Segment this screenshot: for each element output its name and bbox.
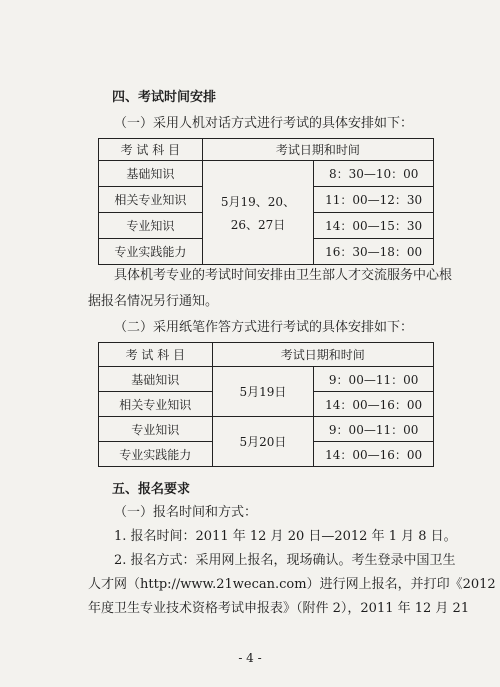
note1-line1: 具体机考专业的考试时间安排由卫生部人才交流服务中心根 <box>114 268 453 283</box>
table1-time: 11：00—12：30 <box>314 187 434 213</box>
table2-time: 14：00—16：00 <box>314 442 434 467</box>
section5-sub1: （一）报名时间和方式： <box>114 505 258 520</box>
table1-subject: 专业实践能力 <box>99 239 203 265</box>
table2-time: 9：00—11：00 <box>314 367 434 392</box>
table1-date-line: 5月19、20、 <box>220 194 296 209</box>
table1-time: 16：30—18：00 <box>314 239 434 265</box>
table2-date: 5月20日 <box>212 417 314 467</box>
page-number: - 4 - <box>238 651 262 665</box>
section4-sub1: （一）采用人机对话方式进行考试的具体安排如下： <box>114 116 414 131</box>
schedule-table-paper <box>98 342 434 467</box>
table1-time: 14：00—15：30 <box>314 213 434 239</box>
note1-line2: 据报名情况另行通知。 <box>88 294 219 309</box>
table1-subject: 专业知识 <box>99 213 203 239</box>
section4-sub2: （二）采用纸笔作答方式进行考试的具体安排如下： <box>114 320 414 335</box>
section4-heading: 四、考试时间安排 <box>112 90 217 105</box>
table1-subject: 基础知识 <box>99 161 203 187</box>
table2-subject: 专业知识 <box>99 417 213 442</box>
table2-time: 9：00—11：00 <box>314 417 434 442</box>
table2-time: 14：00—16：00 <box>314 392 434 417</box>
table2-header-subject: 考 试 科 目 <box>99 343 213 367</box>
table1-subject: 相关专业知识 <box>99 187 203 213</box>
table2-subject: 专业实践能力 <box>99 442 213 467</box>
table1-date-line: 26、27日 <box>230 217 286 232</box>
table1-date-cell <box>202 161 314 265</box>
section5-item2-line2: 人才网（http://www.21wecan.com）进行网上报名，并打印《2012 <box>88 577 496 592</box>
section5-heading: 五、报名要求 <box>112 482 191 497</box>
section5-item2-line3: 年度卫生专业技术资格考试申报表》（附件 2），2011 年 12 月 21 <box>88 601 470 616</box>
table1-header-datetime: 考试日期和时间 <box>202 139 433 161</box>
section5-item1: 1. 报名时间：2011 年 12 月 20 日—2012 年 1 月 8 日。 <box>114 529 457 544</box>
schedule-table-computer <box>98 138 434 265</box>
section5-item2-line1: 2. 报名方式：采用网上报名，现场确认。考生登录中国卫生 <box>114 553 456 568</box>
table1-time: 8：30—10：00 <box>314 161 434 187</box>
table2-subject: 相关专业知识 <box>99 392 213 417</box>
table2-date: 5月19日 <box>212 367 314 417</box>
table2-subject: 基础知识 <box>99 367 213 392</box>
table2-header-datetime: 考试日期和时间 <box>212 343 433 367</box>
table1-header-subject: 考 试 科 目 <box>99 139 203 161</box>
